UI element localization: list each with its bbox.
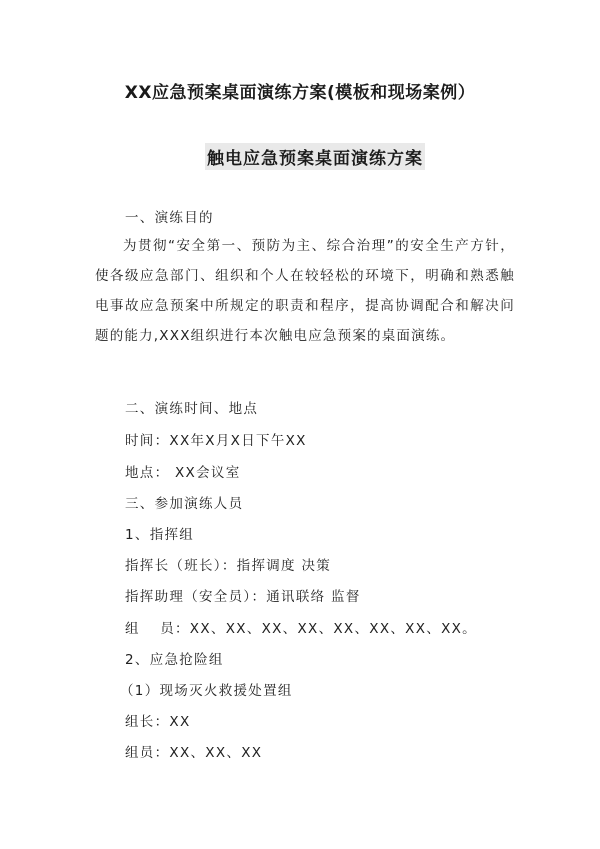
section1-heading: 一、演练目的 — [125, 210, 214, 226]
group2-subgroup: （1）现场灭火救援处置组 — [120, 683, 293, 699]
group2-leader: 组长：XX — [125, 714, 191, 730]
section2-place: 地点： XX会议室 — [125, 465, 241, 481]
section1-paragraph: 为贯彻“安全第一、预防为主、综合治理”的安全生产方针，使各级应急部门、组织和个人在较轻松的环境下，明确和熟悉触电事故应急预案中所规定的职责和程序，提高协调配合和解决问题的能力,XXX组织进行本次触电应急预案的桌面演练。 — [95, 238, 515, 344]
section2-time: 时间：XX年X月X日下午XX — [125, 433, 307, 449]
document-subtitle: 触电应急预案桌面演练方案 — [205, 143, 425, 170]
subtitle-container — [205, 143, 425, 170]
document-title: XX应急预案桌面演练方案(模板和现场案例） — [124, 83, 476, 103]
group1-members: 组 员：XX、XX、XX、XX、XX、XX、XX、XX。 — [125, 621, 477, 637]
group1-commander: 指挥长（班长）：指挥调度 决策 — [125, 558, 332, 574]
group2-members: 组员：XX、XX、XX — [125, 745, 263, 761]
section2-heading: 二、演练时间、地点 — [125, 401, 259, 417]
group1-assistant: 指挥助理（安全员）：通讯联络 监督 — [125, 589, 361, 605]
group1-heading: 1、指挥组 — [125, 527, 195, 543]
section3-heading: 三、参加演练人员 — [125, 496, 244, 512]
group2-heading: 2、应急抢险组 — [125, 652, 224, 668]
